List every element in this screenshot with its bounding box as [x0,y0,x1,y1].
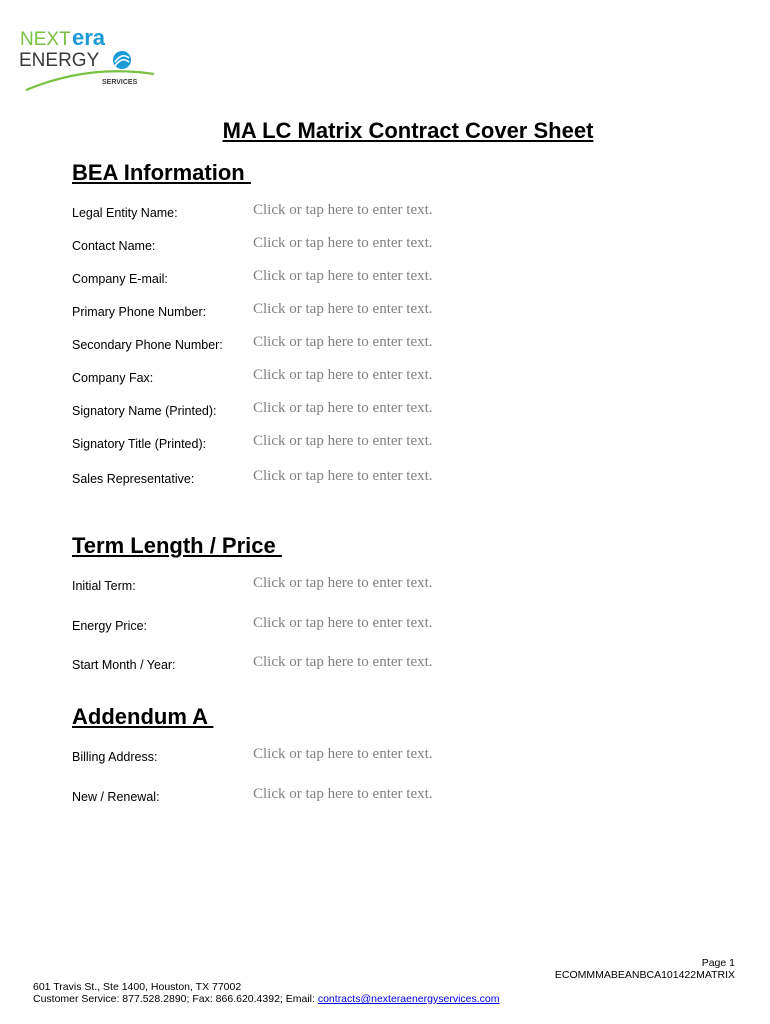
field-label: Signatory Name (Printed): [72,404,217,418]
svg-text:NEXT: NEXT [20,29,71,50]
nextera-energy-services-logo [18,22,158,92]
email-link[interactable]: contracts@nexteraenergyservices.com [317,993,500,1005]
field-label: Initial Term: [72,579,136,593]
footer-address: 601 Travis St., Ste 1400, Houston, TX 77002 [33,981,242,993]
form-row [72,334,732,356]
form-row [72,575,732,597]
text-entry-field[interactable]: Click or tap here to enter text. [253,654,433,670]
field-label: Signatory Title (Printed): [72,437,207,451]
form-row [72,433,732,455]
form-row [72,615,732,637]
field-label: Secondary Phone Number: [72,338,223,352]
text-entry-field[interactable]: Click or tap here to enter text. [253,468,433,484]
form-row [72,746,732,768]
svg-text:era: era [72,25,106,50]
svg-text:ENERGY: ENERGY [19,50,100,71]
field-label: Start Month / Year: [72,658,176,672]
field-label: Sales Representative: [72,472,195,486]
field-label: Primary Phone Number: [72,305,207,319]
section-heading-term: Term Length / Price [72,533,282,558]
text-entry-field[interactable]: Click or tap here to enter text. [253,786,433,802]
document-title: MA LC Matrix Contract Cover Sheet [222,118,594,143]
text-entry-field[interactable]: Click or tap here to enter text. [253,746,433,762]
form-row [72,202,732,224]
field-label: Legal Entity Name: [72,206,178,220]
text-entry-field[interactable]: Click or tap here to enter text. [253,202,433,218]
field-label: New / Renewal: [72,790,160,804]
form-row [72,301,732,323]
form-row [72,654,732,676]
text-entry-field[interactable]: Click or tap here to enter text. [253,575,433,591]
section-heading-bea: BEA Information [72,160,251,185]
field-label: Company E-mail: [72,272,168,286]
text-entry-field[interactable]: Click or tap here to enter text. [253,433,433,449]
form-row [72,468,732,490]
field-label: Contact Name: [72,239,156,253]
field-label: Energy Price: [72,619,148,633]
text-entry-field[interactable]: Click or tap here to enter text. [253,615,433,631]
text-entry-field[interactable]: Click or tap here to enter text. [253,400,433,416]
form-row [72,367,732,389]
field-label: Billing Address: [72,750,158,764]
field-label: Company Fax: [72,371,154,385]
text-entry-field[interactable]: Click or tap here to enter text. [253,235,433,251]
form-row [72,786,732,808]
form-row [72,268,732,290]
footer-contact [33,993,500,1005]
page-number: Page 1 [701,957,735,969]
text-entry-field[interactable]: Click or tap here to enter text. [253,334,433,350]
form-row [72,235,732,257]
section-heading-addendum: Addendum A [72,704,214,729]
text-entry-field[interactable]: Click or tap here to enter text. [253,268,433,284]
document-code: ECOMMMABEANBCA101422MATRIX [554,969,735,981]
svg-text:SERVICES: SERVICES [102,79,138,86]
footer-contact-text: Customer Service: 877.528.2890; Fax: 866.620.4392; Email: [33,993,315,1005]
text-entry-field[interactable]: Click or tap here to enter text. [253,367,433,383]
text-entry-field[interactable]: Click or tap here to enter text. [253,301,433,317]
form-row [72,400,732,422]
